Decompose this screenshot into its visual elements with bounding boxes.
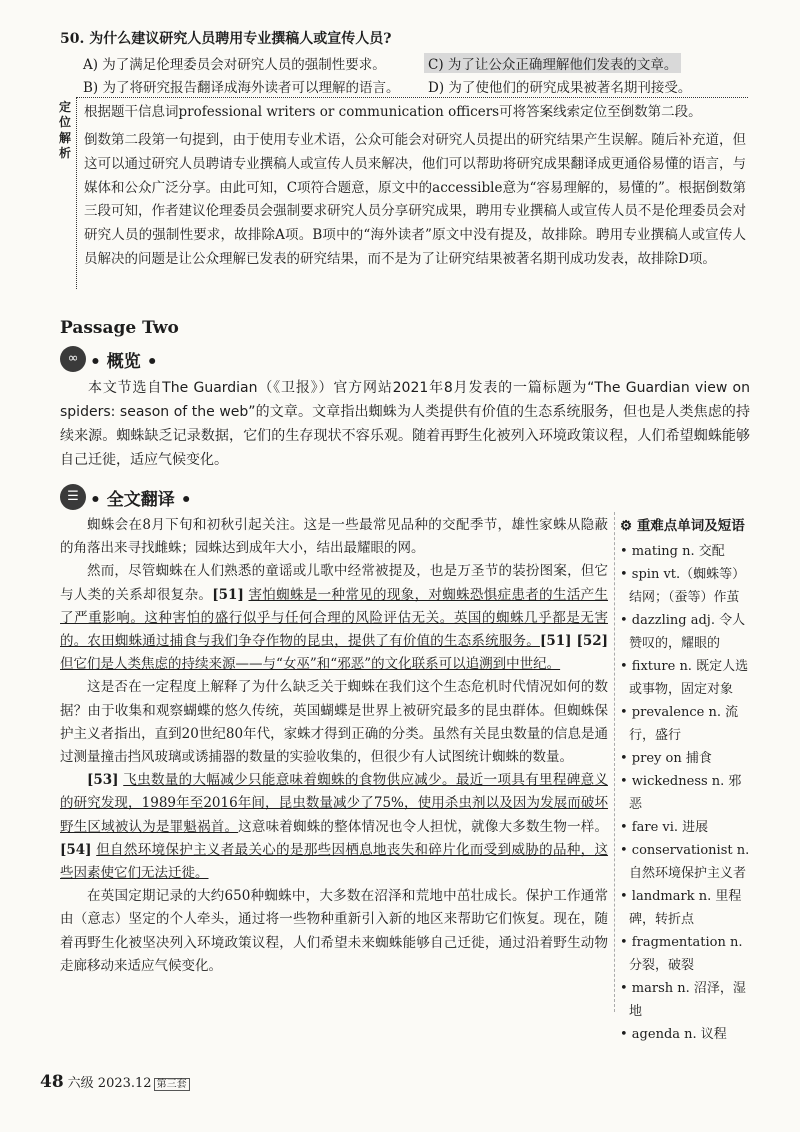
vocab-item: • mating n. 交配: [620, 544, 725, 559]
question-title: 50. 为什么建议研究人员聘用专业撰稿人或宣传人员?: [60, 31, 392, 47]
overview-label: • 概览 •: [90, 352, 158, 372]
marker-53: [53]: [87, 772, 119, 789]
option-b: B) 为了将研究报告翻译成海外读者可以理解的语言。: [83, 80, 400, 96]
vocab-item: • marsh n. 沼泽，湿地: [620, 981, 746, 1019]
option-d: D) 为了使他们的研究成果被著名期刊接受。: [428, 80, 692, 96]
p2-text-c: 但它们是人类焦虑的持续来源——与“女巫”和“邪恶”的文化联系可以追溯到中世纪。: [60, 656, 561, 673]
p4-text-c: 但自然环境保护主义者最关心的是那些因栖息地丧失和碎片化而受到威胁的品种，这些因素使它们无法迁徙。: [60, 841, 609, 882]
marker-51-52: [51] [52]: [539, 633, 609, 650]
translation-label: • 全文翻译 •: [90, 490, 192, 510]
translation-paragraph-5: 在英国定期记录的大约650种蜘蛛中，大多数在沼泽和荒地中茁壮成长。保护工作通常由（意志）坚定的个人牵头，通过将一些物种重新引入新的地区来帮助它们恢复。现在，随着再野生化被坚决列入环境政策议程，人们希望未来蜘蛛能够自己迁徙，通过沿着野生动物走廊移动来适应气候变化。: [60, 888, 608, 974]
option-a: A) 为了满足伦理委员会对研究人员的强制性要求。: [83, 57, 386, 73]
p4-text-a: 飞虫数量的大幅减少只能意味着蜘蛛的食物供应减少。最近一项具有里程碑意义的研究发现，1989年至2016年间，昆虫数量减少了75%，使用杀虫剂以及因为发展而破坏野生区域被认为是罪魁祸首。: [60, 772, 608, 835]
p4-text-b: 这意味着蜘蛛的整体情况也令人担忧，就像大多数生物一样。: [238, 818, 609, 835]
vocab-item: • prey on 捕食: [620, 751, 712, 766]
vocab-list: [620, 540, 752, 1046]
vocab-item: • spin vt.（蜘蛛等）结网；（蚕等）作茧: [620, 567, 746, 605]
marker-51: [51]: [212, 586, 244, 603]
analysis-tag: 解析: [59, 131, 72, 160]
locate-tag: 定位: [59, 100, 72, 129]
vocab-item: • fixture n. 既定人选或事物，固定对象: [620, 659, 749, 697]
passage-title: Passage Two: [60, 318, 179, 338]
vocab-item: • fare vi. 进展: [620, 820, 709, 835]
speech-bubble-icon: ☰: [60, 484, 86, 510]
translation-body: [60, 514, 608, 978]
translation-paragraph-3: 这是否在一定程度上解释了为什么缺乏关于蜘蛛在我们这个生态危机时代情况如何的数据？由于收集和观察蝴蝶的悠久传统，英国蝴蝶是世界上被研究最多的昆虫群体。但蜘蛛保护主义者指出，直到20世纪80年代，家蛛才得到正确的分类。虽然有关昆虫数量的信息是通过测量撞击挡风玻璃或诱捕器的数量的实验收集的，但很少有人试图统计蜘蛛的数量。: [60, 679, 608, 766]
vocab-item: • prevalence n. 流行，盛行: [620, 705, 739, 743]
gear-icon: ⚙: [620, 518, 633, 534]
vocab-item: • wickedness n. 邪恶: [620, 774, 742, 812]
overview-text: 本文节选自The Guardian（《卫报》）官方网站2021年8月发表的一篇标题为“The Guardian view on spiders: season of the web”的文章。文章指出蜘蛛为人类提供有价值的生态系统服务，但也是人类焦虑的持续来源。蜘蛛缺乏记录数据，它们的生存现状不容乐观。随着再野生化被列入环境政策议程，人们希望蜘蛛能够自己迁徙，适应气候变化。: [60, 380, 750, 468]
footer-text: 六级 2023.12: [67, 1076, 152, 1091]
vocab-title: [620, 514, 745, 534]
p2-text-a: 然而，尽管蜘蛛在人们熟悉的童谣或儿歌中经常被提及，也是万圣节的装扮图案，但它与人类的关系却很复杂。: [60, 563, 608, 603]
vocab-item: • dazzling adj. 令人赞叹的，耀眼的: [620, 613, 746, 651]
page-number: 48: [40, 1072, 64, 1092]
marker-54: [54]: [60, 841, 92, 858]
glasses-icon: ∞: [60, 346, 86, 372]
column-divider: [614, 512, 615, 1012]
vocab-item: • fragmentation n. 分裂，破裂: [620, 935, 743, 973]
analysis-text: 倒数第二段第一句提到，由于使用专业术语，公众可能会对研究人员提出的研究结果产生误解。随后补充道，但这可以通过研究人员聘请专业撰稿人或宣传人员来解决，他们可以帮助将研究成果翻译成更通俗易懂的语言，与媒体和公众广泛分享。由此可知，C项符合题意，原文中的accessible意为“容易理解的，易懂的”。根据倒数第三段可知，作者建议伦理委员会强制要求研究人员分享研究成果，聘用专业撰稿人或宣传人员不是伦理委员会对研究人员的强制性要求，故排除A项。B项中的“海外读者”原文中没有提及，故排除。聘用专业撰稿人或宣传人员解决的问题是让公众理解已发表的研究结果，而不是为了让研究结果被著名期刊成功发表，故排除D项。: [84, 132, 746, 267]
page-footer: [40, 1072, 190, 1092]
translation-paragraph-1: 蜘蛛会在8月下旬和初秋引起关注。这是一些最常见品种的交配季节，雄性家蛛从隐蔽的角落出来寻找雌蛛；园蛛达到成年大小，结出最耀眼的网。: [60, 517, 608, 557]
vocab-item: • conservationist n. 自然环境保护主义者: [620, 843, 750, 881]
translation-paragraph-2: [60, 560, 608, 676]
vocab-item: • agenda n. 议程: [620, 1027, 727, 1042]
set-badge: 第三套: [154, 1078, 190, 1091]
vocab-item: • landmark n. 里程碑，转折点: [620, 889, 742, 927]
vocab-title-text: 重难点单词及短语: [636, 518, 745, 534]
translation-paragraph-4: [60, 769, 608, 885]
option-c: C) 为了让公众正确理解他们发表的文章。: [424, 53, 681, 73]
p2-text-b: 害怕蜘蛛是一种常见的现象，对蜘蛛恐惧症患者的生活产生了严重影响。这种害怕的盛行似乎与任何合理的风险评估无关。英国的蜘蛛几乎都是无害的。农田蜘蛛通过捕食与我们争夺作物的昆虫，提供了有价值的生态系统服务。: [60, 586, 609, 650]
locate-text: 根据题干信息词professional writers or communication officers可将答案线索定位至倒数第二段。: [84, 104, 702, 120]
